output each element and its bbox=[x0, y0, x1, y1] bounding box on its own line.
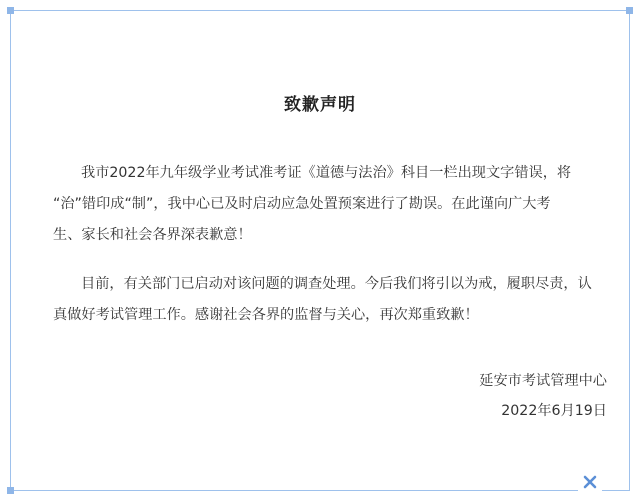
close-icon bbox=[582, 474, 598, 490]
close-button[interactable] bbox=[578, 470, 602, 494]
paragraph-2-line: 真做好考试管理工作。感谢社会各界的监督与关心，再次郑重致歉！ bbox=[53, 307, 479, 323]
signature-date: 2022年6月19日 bbox=[501, 403, 607, 419]
signature-organization: 延安市考试管理中心 bbox=[479, 373, 607, 389]
paragraph-2-line: 目前，有关部门已启动对该问题的调查处理。今后我们将引以为戒，履职尽责，认 bbox=[81, 276, 592, 292]
paragraph-1-line: “治”错印成“制”，我中心已及时启动应急处置预案进行了勘误。在此谨向广大考 bbox=[53, 196, 551, 212]
notice-paragraph-2 bbox=[53, 269, 613, 331]
paragraph-1-line: 生、家长和社会各界深表歉意！ bbox=[53, 227, 252, 243]
frame-corner-top-right bbox=[626, 7, 633, 14]
notice-paragraph-1 bbox=[53, 158, 613, 251]
frame-corner-top-left bbox=[7, 7, 14, 14]
paragraph-1-line: 我市2022年九年级学业考试准考证《道德与法治》科目一栏出现文字错误，将 bbox=[81, 165, 572, 181]
frame-corner-bottom-left bbox=[7, 487, 14, 494]
notice-title: 致歉声明 bbox=[284, 95, 356, 115]
